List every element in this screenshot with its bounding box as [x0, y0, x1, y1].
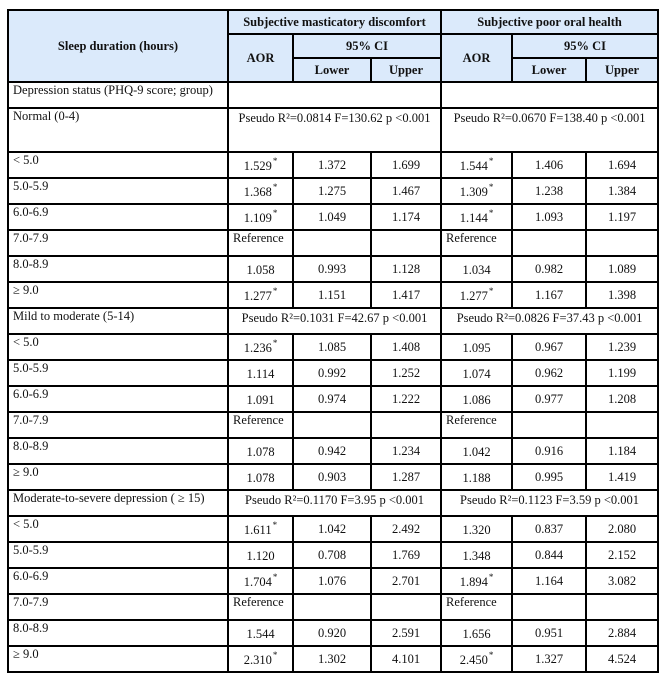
table-row — [8, 386, 658, 412]
aor-number: 1.236 — [243, 341, 272, 355]
header-poor-oral-health: Subjective poor oral health — [441, 10, 658, 34]
ci-lower-value: 1.085 — [293, 334, 371, 360]
empty-cell — [441, 82, 658, 108]
aor-value — [441, 568, 512, 594]
ci-upper-value: 1.252 — [371, 360, 441, 386]
significance-marker: * — [272, 520, 278, 530]
ci-upper-value: 2.701 — [371, 568, 441, 594]
aor-value — [228, 646, 293, 672]
ci-upper-value: 4.524 — [586, 646, 658, 672]
ci-lower-value: 1.042 — [293, 516, 371, 542]
ci-lower-value: 0.942 — [293, 438, 371, 464]
ci-lower-value: 1.327 — [512, 646, 586, 672]
sleep-duration-label: 8.0-8.9 — [8, 438, 228, 464]
group-row — [8, 490, 658, 516]
aor-value — [441, 334, 512, 360]
table-row — [8, 594, 658, 620]
reference-cell: Reference — [228, 594, 293, 620]
header-ci: 95% CI — [293, 34, 441, 58]
ci-lower-value: 1.302 — [293, 646, 371, 672]
sleep-duration-label: ≥ 9.0 — [8, 282, 228, 308]
sleep-duration-label: < 5.0 — [8, 334, 228, 360]
aor-value — [441, 646, 512, 672]
ci-upper-value: 1.184 — [586, 438, 658, 464]
aor-value — [441, 152, 512, 178]
table-header — [8, 10, 658, 82]
table-body — [8, 82, 658, 672]
significance-marker: * — [272, 208, 278, 218]
aor-number: 1.544 — [459, 159, 488, 173]
empty-cell — [512, 412, 586, 438]
sleep-duration-label: < 5.0 — [8, 516, 228, 542]
aor-value — [228, 360, 293, 386]
aor-number: 1.529 — [243, 159, 272, 173]
group-label: Moderate-to-severe depression ( ≥ 15) — [8, 490, 228, 516]
header-lower: Lower — [293, 58, 371, 82]
ci-lower-value: 0.995 — [512, 464, 586, 490]
model-fit-stats: Pseudo R²=0.0814 F=130.62 p <0.001 — [228, 108, 441, 152]
aor-value — [228, 204, 293, 230]
empty-cell — [228, 82, 441, 108]
aor-value — [441, 464, 512, 490]
aor-number: 1.109 — [243, 211, 272, 225]
aor-value — [228, 542, 293, 568]
aor-value — [441, 178, 512, 204]
header-upper: Upper — [371, 58, 441, 82]
aor-value — [228, 334, 293, 360]
aor-number: 1.074 — [462, 367, 491, 381]
ci-lower-value: 1.049 — [293, 204, 371, 230]
ci-lower-value: 0.920 — [293, 620, 371, 646]
ci-lower-value: 1.093 — [512, 204, 586, 230]
table-row — [8, 256, 658, 282]
ci-upper-value: 1.197 — [586, 204, 658, 230]
header-upper: Upper — [586, 58, 658, 82]
significance-marker: * — [272, 338, 278, 348]
ci-upper-value: 1.208 — [586, 386, 658, 412]
significance-marker: * — [272, 650, 278, 660]
ci-upper-value: 1.174 — [371, 204, 441, 230]
ci-lower-value: 1.151 — [293, 282, 371, 308]
ci-lower-value: 1.167 — [512, 282, 586, 308]
sleep-duration-label: 7.0-7.9 — [8, 412, 228, 438]
aor-number: 1.309 — [459, 185, 488, 199]
table-row — [8, 230, 658, 256]
group-row — [8, 308, 658, 334]
ci-upper-value: 1.419 — [586, 464, 658, 490]
aor-number: 1.034 — [462, 263, 491, 277]
empty-cell — [586, 230, 658, 256]
group-label: Normal (0-4) — [8, 108, 228, 152]
reference-cell: Reference — [441, 230, 512, 256]
table-row — [8, 438, 658, 464]
table-row — [8, 360, 658, 386]
ci-lower-value: 0.951 — [512, 620, 586, 646]
aor-value — [228, 386, 293, 412]
table-row — [8, 282, 658, 308]
sleep-duration-label: 5.0-5.9 — [8, 542, 228, 568]
aor-value — [228, 464, 293, 490]
ci-lower-value: 0.837 — [512, 516, 586, 542]
aor-number: 1.544 — [246, 627, 275, 641]
ci-lower-value: 1.372 — [293, 152, 371, 178]
aor-value — [441, 256, 512, 282]
section-row — [8, 82, 658, 108]
table-row — [8, 620, 658, 646]
significance-marker: * — [272, 572, 278, 582]
significance-marker: * — [488, 182, 494, 192]
ci-lower-value: 0.844 — [512, 542, 586, 568]
table-row — [8, 152, 658, 178]
table-row — [8, 646, 658, 672]
ci-upper-value: 1.699 — [371, 152, 441, 178]
aor-value — [441, 386, 512, 412]
empty-cell — [293, 594, 371, 620]
ci-lower-value: 0.974 — [293, 386, 371, 412]
table-row — [8, 412, 658, 438]
ci-upper-value: 2.884 — [586, 620, 658, 646]
group-row — [8, 108, 658, 152]
aor-number: 1.091 — [246, 393, 275, 407]
significance-marker: * — [488, 208, 494, 218]
sleep-duration-label: ≥ 9.0 — [8, 646, 228, 672]
ci-lower-value: 0.962 — [512, 360, 586, 386]
aor-value — [228, 152, 293, 178]
ci-lower-value: 0.977 — [512, 386, 586, 412]
aor-number: 1.277 — [459, 289, 488, 303]
aor-value — [228, 282, 293, 308]
sleep-duration-label: 6.0-6.9 — [8, 386, 228, 412]
sleep-duration-label: 7.0-7.9 — [8, 230, 228, 256]
table-row — [8, 542, 658, 568]
aor-number: 1.144 — [459, 211, 488, 225]
ci-lower-value: 0.903 — [293, 464, 371, 490]
empty-cell — [512, 594, 586, 620]
ci-upper-value: 1.467 — [371, 178, 441, 204]
empty-cell — [586, 412, 658, 438]
aor-number: 1.042 — [462, 445, 491, 459]
reference-cell: Reference — [228, 230, 293, 256]
ci-lower-value: 1.076 — [293, 568, 371, 594]
ci-upper-value: 2.080 — [586, 516, 658, 542]
aor-value — [228, 256, 293, 282]
aor-number: 1.348 — [462, 549, 491, 563]
header-aor: AOR — [441, 34, 512, 82]
sleep-duration-label: 5.0-5.9 — [8, 178, 228, 204]
aor-value — [441, 360, 512, 386]
significance-marker: * — [488, 156, 494, 166]
aor-number: 1.704 — [243, 575, 272, 589]
ci-upper-value: 1.234 — [371, 438, 441, 464]
ci-lower-value: 0.967 — [512, 334, 586, 360]
model-fit-stats: Pseudo R²=0.0826 F=37.43 p <0.001 — [441, 308, 658, 334]
ci-lower-value: 1.164 — [512, 568, 586, 594]
header-masticatory-discomfort: Subjective masticatory discomfort — [228, 10, 441, 34]
significance-marker: * — [488, 572, 494, 582]
aor-value — [441, 516, 512, 542]
aor-number: 2.310 — [243, 653, 272, 667]
ci-upper-value: 1.089 — [586, 256, 658, 282]
empty-cell — [293, 412, 371, 438]
group-label: Mild to moderate (5-14) — [8, 308, 228, 334]
ci-upper-value: 1.199 — [586, 360, 658, 386]
significance-marker: * — [488, 286, 494, 296]
empty-cell — [371, 412, 441, 438]
results-table — [7, 9, 659, 673]
reference-cell: Reference — [228, 412, 293, 438]
ci-lower-value: 0.916 — [512, 438, 586, 464]
table-row — [8, 204, 658, 230]
table-row — [8, 516, 658, 542]
sleep-duration-label: 5.0-5.9 — [8, 360, 228, 386]
aor-number: 2.450 — [459, 653, 488, 667]
aor-number: 1.114 — [246, 367, 275, 381]
sleep-duration-label: 8.0-8.9 — [8, 256, 228, 282]
model-fit-stats: Pseudo R²=0.1123 F=3.59 p <0.001 — [441, 490, 658, 516]
significance-marker: * — [272, 156, 278, 166]
header-sleep-duration: Sleep duration (hours) — [8, 10, 228, 82]
aor-number: 1.656 — [462, 627, 491, 641]
empty-cell — [371, 230, 441, 256]
aor-number: 1.095 — [462, 341, 491, 355]
aor-value — [441, 204, 512, 230]
ci-upper-value: 1.398 — [586, 282, 658, 308]
aor-value — [228, 438, 293, 464]
aor-number: 1.120 — [246, 549, 275, 563]
ci-lower-value: 1.275 — [293, 178, 371, 204]
aor-number: 1.611 — [243, 523, 272, 537]
section-label: Depression status (PHQ-9 score; group) — [8, 82, 228, 108]
aor-value — [228, 568, 293, 594]
sleep-duration-label: ≥ 9.0 — [8, 464, 228, 490]
ci-upper-value: 2.152 — [586, 542, 658, 568]
ci-lower-value: 0.992 — [293, 360, 371, 386]
table-row — [8, 334, 658, 360]
ci-lower-value: 0.982 — [512, 256, 586, 282]
reference-cell: Reference — [441, 594, 512, 620]
empty-cell — [586, 594, 658, 620]
significance-marker: * — [272, 182, 278, 192]
model-fit-stats: Pseudo R²=0.1170 F=3.95 p <0.001 — [228, 490, 441, 516]
aor-value — [228, 178, 293, 204]
ci-upper-value: 1.694 — [586, 152, 658, 178]
table-row — [8, 464, 658, 490]
header-aor: AOR — [228, 34, 293, 82]
aor-value — [441, 620, 512, 646]
ci-upper-value: 1.408 — [371, 334, 441, 360]
aor-value — [228, 516, 293, 542]
aor-number: 1.277 — [243, 289, 272, 303]
model-fit-stats: Pseudo R²=0.0670 F=138.40 p <0.001 — [441, 108, 658, 152]
empty-cell — [512, 230, 586, 256]
ci-upper-value: 1.769 — [371, 542, 441, 568]
ci-upper-value: 1.239 — [586, 334, 658, 360]
aor-number: 1.368 — [243, 185, 272, 199]
header-lower: Lower — [512, 58, 586, 82]
ci-upper-value: 2.591 — [371, 620, 441, 646]
aor-number: 1.188 — [462, 471, 491, 485]
sleep-duration-label: 6.0-6.9 — [8, 204, 228, 230]
header-ci: 95% CI — [512, 34, 658, 58]
significance-marker: * — [272, 286, 278, 296]
ci-upper-value: 3.082 — [586, 568, 658, 594]
aor-number: 1.078 — [246, 471, 275, 485]
aor-value — [441, 542, 512, 568]
reference-cell: Reference — [441, 412, 512, 438]
ci-upper-value: 1.384 — [586, 178, 658, 204]
aor-number: 1.894 — [459, 575, 488, 589]
ci-upper-value: 1.417 — [371, 282, 441, 308]
significance-marker: * — [488, 650, 494, 660]
ci-lower-value: 0.993 — [293, 256, 371, 282]
aor-number: 1.078 — [246, 445, 275, 459]
ci-lower-value: 1.238 — [512, 178, 586, 204]
empty-cell — [293, 230, 371, 256]
sleep-duration-label: 6.0-6.9 — [8, 568, 228, 594]
ci-upper-value: 2.492 — [371, 516, 441, 542]
ci-lower-value: 1.406 — [512, 152, 586, 178]
sleep-duration-label: < 5.0 — [8, 152, 228, 178]
ci-upper-value: 1.128 — [371, 256, 441, 282]
aor-value — [228, 620, 293, 646]
table-row — [8, 568, 658, 594]
sleep-duration-label: 8.0-8.9 — [8, 620, 228, 646]
aor-value — [441, 438, 512, 464]
ci-upper-value: 1.222 — [371, 386, 441, 412]
ci-lower-value: 0.708 — [293, 542, 371, 568]
table-row — [8, 178, 658, 204]
aor-value — [441, 282, 512, 308]
aor-number: 1.058 — [246, 263, 275, 277]
ci-upper-value: 4.101 — [371, 646, 441, 672]
empty-cell — [371, 594, 441, 620]
aor-number: 1.320 — [462, 523, 491, 537]
model-fit-stats: Pseudo R²=0.1031 F=42.67 p <0.001 — [228, 308, 441, 334]
sleep-duration-label: 7.0-7.9 — [8, 594, 228, 620]
ci-upper-value: 1.287 — [371, 464, 441, 490]
aor-number: 1.086 — [462, 393, 491, 407]
